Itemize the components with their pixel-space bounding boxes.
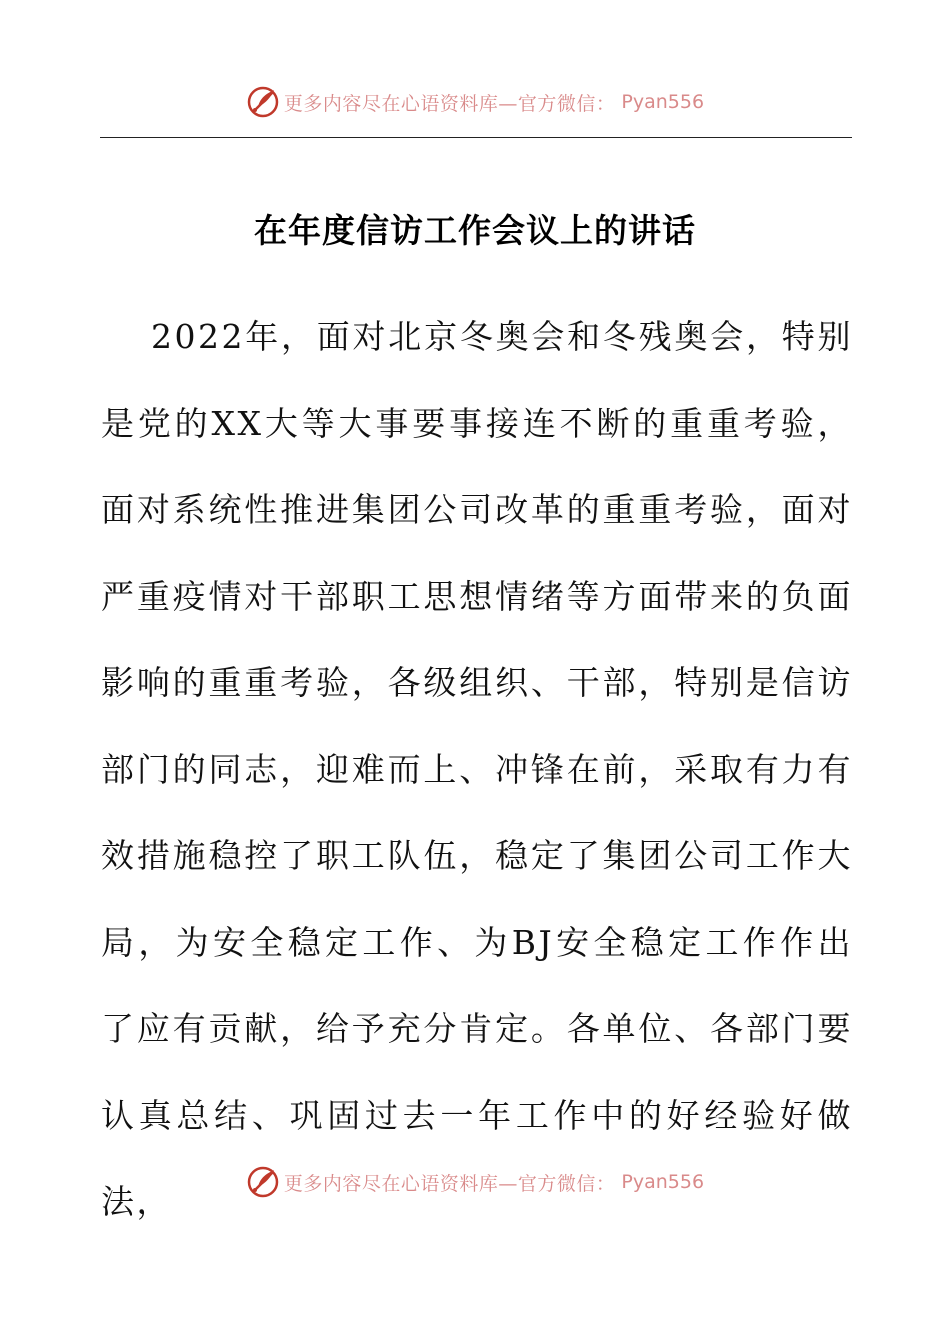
wechat-handle: Pyan556 [621,1171,705,1193]
banner-text: 更多内容尽在心语资料库—官方微信： [283,1172,616,1195]
wechat-handle: Pyan556 [621,91,705,113]
quill-logo-icon [246,85,280,119]
quill-logo-icon [246,1165,280,1199]
footer-banner [0,1162,950,1202]
banner-text: 更多内容尽在心语资料库—官方微信： [283,92,616,115]
header-banner [0,82,950,122]
body-paragraph [101,294,853,1246]
paragraph-text: 2022年，面对北京冬奥会和冬残奥会，特别是党的XX大等大事要事接连不断的重重考验，面对系统性推进集团公司改革的重重考验，面对严重疫情对干部职工思想情绪等方面带来的负面影响的重重考验，各级组织、干部，特别是信访部门的同志，迎难而上、冲锋在前，采取有力有效措施稳控了职工队伍，稳定了集团公司工作大局，为安全稳定工作、为BJ安全稳定工作作出了应有贡献，给予充分肯定。各单位、各部门要认真总结、巩固过去一年工作中的好经验好做法， [101,317,853,1221]
document-title: 在年度信访工作会议上的讲话 [254,211,696,250]
header-divider [100,137,852,138]
